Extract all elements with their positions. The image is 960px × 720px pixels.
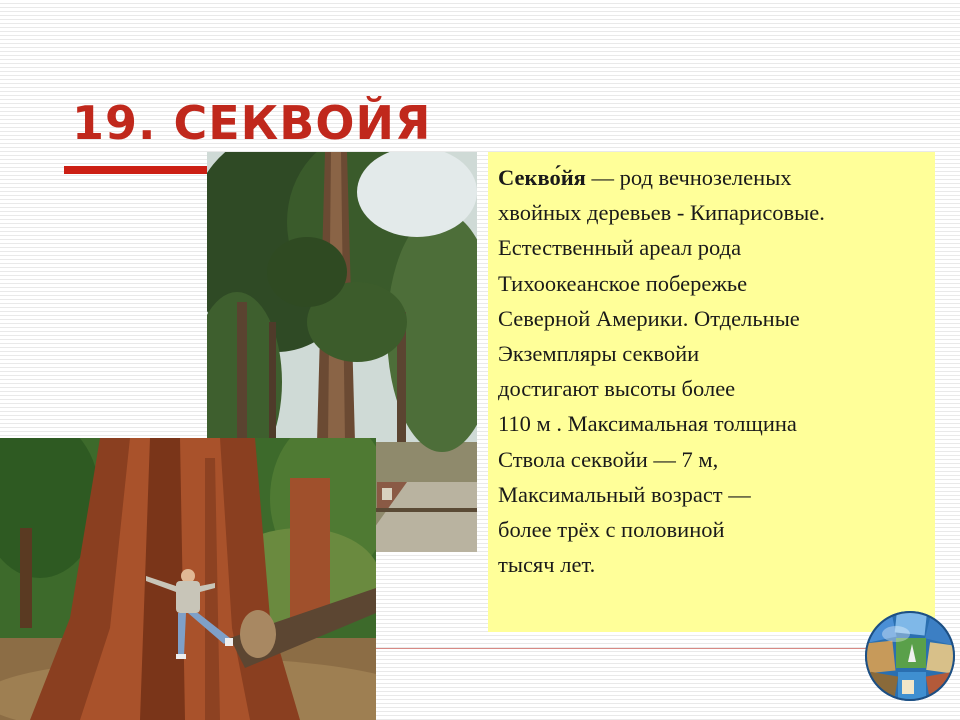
description-line: Естественный ареал рода bbox=[498, 235, 742, 261]
term-bold: Секво́йя bbox=[498, 165, 586, 190]
description-line: более трёх с половиной bbox=[498, 517, 725, 543]
description-line: хвойных деревьев - Кипарисовые. bbox=[498, 200, 825, 226]
description-box bbox=[488, 152, 935, 632]
description-text: — род вечнозеленых bbox=[585, 165, 792, 190]
description-line: достигают высоты более bbox=[498, 376, 736, 402]
description-line: Ствола секвойи — 7 м, bbox=[498, 446, 719, 472]
slide-title: 19. СЕКВОЙЯ bbox=[72, 96, 432, 150]
title-underline bbox=[64, 166, 212, 174]
description-line: 110 м . Максимальная толщина bbox=[498, 411, 797, 437]
description-line: тысяч лет. bbox=[498, 552, 596, 578]
sequoia-trunk-photo bbox=[0, 438, 376, 720]
description-line: Экземпляры секвойи bbox=[498, 341, 700, 367]
footer-divider bbox=[376, 648, 866, 649]
description-line: Тихоокеанское побережье bbox=[498, 270, 748, 296]
description-line bbox=[498, 160, 925, 195]
globe-icon bbox=[862, 604, 958, 712]
description-line: Северной Америки. Отдельные bbox=[498, 305, 800, 331]
description-line: Максимальный возраст — bbox=[498, 481, 751, 507]
